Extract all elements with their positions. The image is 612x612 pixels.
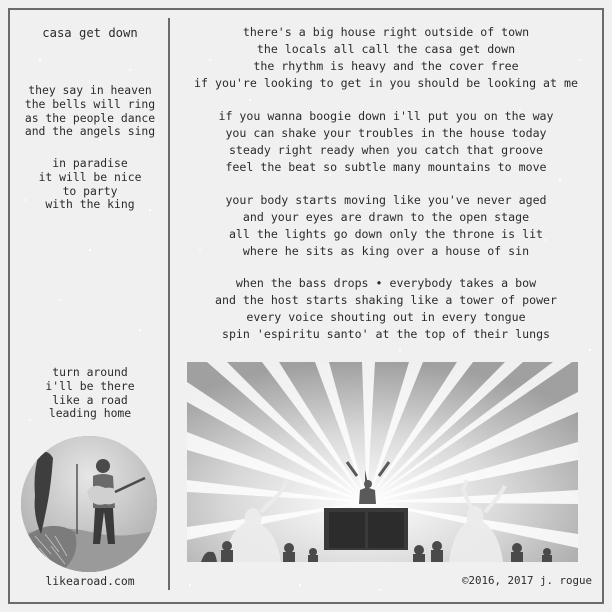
guitarist-photo [21,436,157,572]
sidebar-line: as the people dance [24,110,156,125]
lyric-line: the rhythm is heavy and the cover free [253,59,519,73]
song-title: casa get down [42,26,138,40]
sidebar-line: with the king [45,197,135,212]
lyric-line: every voice shouting out in every tongue [246,310,526,324]
lyric-line: if you wanna boogie down i'll put you on the way [218,109,554,123]
sidebar-line: turn around [52,365,128,379]
sidebar-line: in paradise [52,156,128,170]
lyric-line: where he sits as king over a house of sin [242,244,530,258]
sidebar-verse-1 [12,84,168,139]
sidebar-verse-3 [12,366,168,421]
sidebar-line: i'll be there [45,378,135,393]
sidebar-line: they say in heaven [28,83,152,97]
lyrics-stanza-3 [172,192,600,260]
lyric-line: your body starts moving like you've never aged [225,193,547,207]
lyric-line: and the host starts shaking like a tower of power [214,293,558,307]
lyrics-stanza-4 [172,275,600,343]
concert-illustration [187,362,578,562]
lyric-line: steady right ready when you catch that groove [228,143,544,157]
website-link[interactable]: likearoad.com [45,574,135,588]
lyric-line: all the lights go down only the throne is lit [228,227,544,241]
lyric-line: when the bass drops • everybody takes a bow [235,276,537,290]
lyric-line: and your eyes are drawn to the open stage [242,210,530,224]
lyric-line: spin 'espiritu santo' at the top of their lungs [221,327,551,341]
lyric-line: if you're looking to get in you should be looking at me [194,76,578,90]
sidebar-line: leading home [48,406,132,421]
lyrics-stanza-2 [172,108,600,176]
lyric-line: feel the beat so subtle many mountains to move [225,160,547,174]
sidebar-line: like a road [52,392,128,407]
lyric-line: the locals all call the casa get down [256,42,516,56]
sidebar-line: to party [62,183,118,198]
lyrics-stanza-1 [172,24,600,92]
sidebar-line: and the angels sing [24,124,156,139]
sidebar-verse-2 [12,157,168,212]
copyright-notice: ©2016, 2017 j. rogue [461,574,592,587]
column-divider [168,18,170,590]
sidebar-line: the bells will ring [24,96,156,111]
sidebar-line: it will be nice [38,169,142,184]
lyric-line: there's a big house right outside of town [242,25,530,39]
lyric-line: you can shake your troubles in the house today [225,126,547,140]
